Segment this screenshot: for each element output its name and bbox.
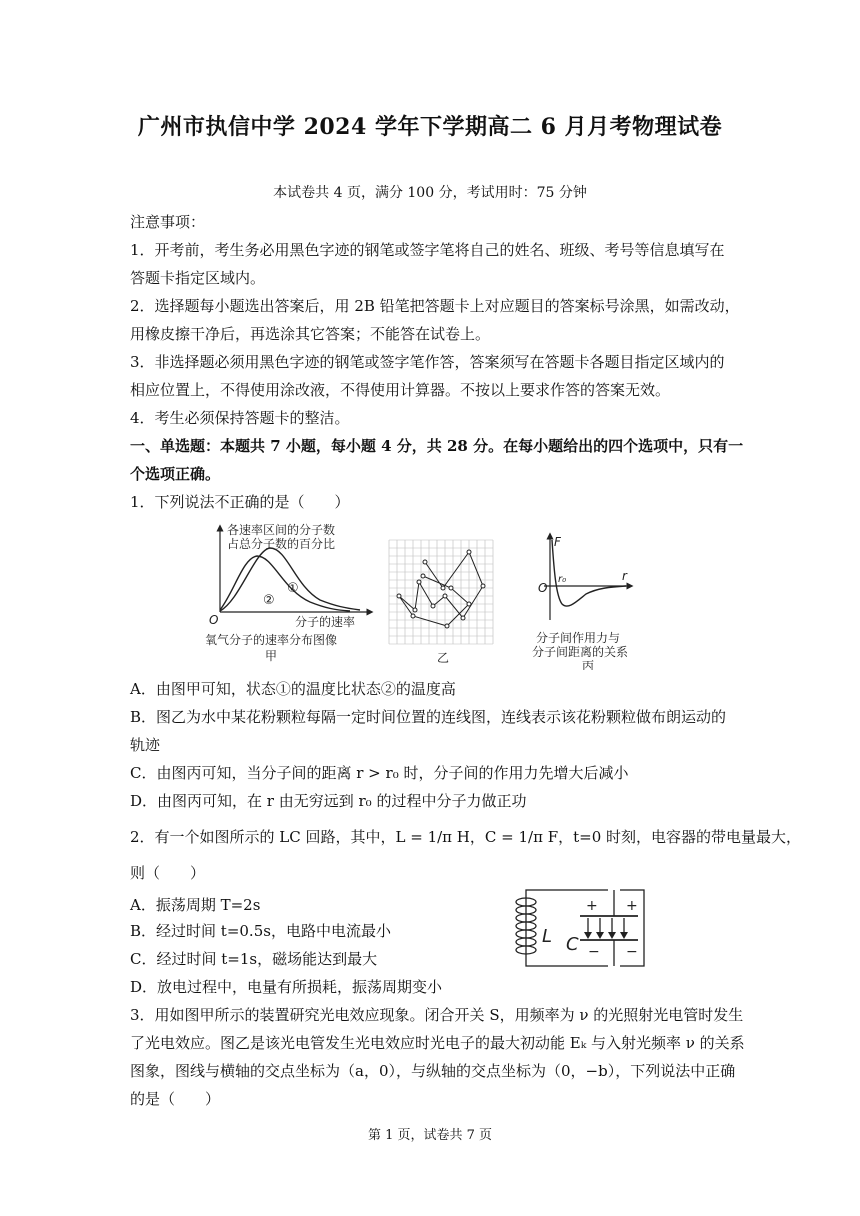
lc-circuit-diagram — [508, 886, 653, 972]
q2-option-a: A．振荡周期 T=2s — [130, 896, 261, 914]
page-footer: 第 1 页，试卷共 7 页 — [367, 1128, 493, 1143]
notice-item: 3．非选择题必须用黑色字迹的钢笔或签字笔作答，答案须写在答题卡各题目指定区域内的 — [130, 353, 725, 371]
q2-option-d: D．放电过程中，电量有所损耗，振荡周期变小 — [130, 978, 443, 996]
q1-option-c: C．由图丙可知，当分子间的距离 r > r₀ 时，分子间的作用力先增大后减小 — [130, 764, 629, 782]
bing-r0: r₀ — [558, 574, 567, 585]
q2-stem-cont: 则（ ） — [130, 864, 206, 882]
exam-info: 本试卷共 4 页，满分 100 分，考试用时：75 分钟 — [273, 185, 587, 201]
page-title: 广州市执信中学 2024 学年下学期高二 6 月月考物理试卷 — [137, 114, 723, 140]
bing-caption-2: 分子间距离的关系 — [532, 645, 629, 659]
q1-stem: 1．下列说法不正确的是（ ） — [130, 493, 350, 511]
bing-origin: O — [538, 581, 548, 595]
jia-xlabel: 分子的速率 — [295, 615, 356, 629]
notice-heading: 注意事项： — [130, 213, 206, 231]
jia-origin: O — [209, 613, 219, 627]
notice-item: 1．开考前，考生务必用黑色字迹的钢笔或签字笔将自己的姓名、班级、考号等信息填写在 — [130, 241, 725, 259]
figure-jia — [195, 520, 375, 670]
circuit-plus-1: + — [586, 898, 598, 914]
circuit-label-c: C — [566, 934, 579, 955]
notice-item: 用橡皮擦干净后，再选涂其它答案；不能答在试卷上。 — [130, 325, 491, 343]
notice-item: 答题卡指定区域内。 — [130, 269, 266, 287]
figure-yi — [385, 536, 505, 670]
jia-label: 甲 — [265, 649, 278, 663]
q3-stem-cont: 图象，图线与横轴的交点坐标为（a，0），与纵轴的交点坐标为（0，−b），下列说法中正确 — [130, 1062, 736, 1080]
q1-option-b-cont: 轨迹 — [130, 736, 161, 754]
bing-caption-1: 分子间作用力与 — [536, 631, 621, 645]
jia-curve-2: ② — [263, 593, 275, 608]
circuit-minus-1: − — [588, 944, 600, 960]
q1-option-b: B．图乙为水中某花粉颗粒每隔一定时间位置的连线图，连线表示该花粉颗粒做布朗运动的 — [130, 708, 727, 726]
jia-caption: 氧气分子的速率分布图像 — [205, 633, 338, 647]
q3-stem: 3．用如图甲所示的装置研究光电效应现象。闭合开关 S，用频率为 ν 的光照射光电管时发生 — [130, 1006, 744, 1024]
q1-option-d: D．由图丙可知，在 r 由无穷远到 r₀ 的过程中分子力做正功 — [130, 792, 527, 810]
bing-axis-f: F — [554, 535, 561, 549]
section-heading: 一、单选题：本题共 7 小题，每小题 4 分，共 28 分。在每小题给出的四个选项中，只有一 — [130, 437, 744, 455]
bing-axis-r: r — [622, 569, 627, 583]
yi-label: 乙 — [437, 651, 450, 665]
circuit-plus-2: + — [626, 898, 638, 914]
figure-bing — [530, 530, 650, 670]
section-heading-cont: 个选项正确。 — [130, 465, 221, 483]
jia-ylabel-1: 各速率区间的分子数 — [227, 523, 336, 537]
q2-option-c: C．经过时间 t=1s，磁场能达到最大 — [130, 950, 378, 968]
notice-item: 2．选择题每小题选出答案后，用 2B 铅笔把答题卡上对应题目的答案标号涂黑，如需改动， — [130, 297, 740, 315]
q3-stem-cont: 了光电效应。图乙是该光电管发生光电效应时光电子的最大初动能 Eₖ 与入射光频率 ν 的关系 — [130, 1034, 745, 1052]
jia-curve-1: ① — [287, 581, 299, 596]
circuit-label-l: L — [542, 926, 553, 947]
q1-option-a: A．由图甲可知，状态①的温度比状态②的温度高 — [130, 680, 456, 698]
q2-stem: 2．有一个如图所示的 LC 回路，其中，L = 1/π H，C = 1/π F，t=0 时刻，电容器的带电量最大， — [130, 828, 802, 846]
q2-option-b: B．经过时间 t=0.5s，电路中电流最小 — [130, 922, 391, 940]
circuit-minus-2: − — [626, 944, 638, 960]
q3-stem-cont: 的是（ ） — [130, 1090, 221, 1108]
jia-ylabel-2: 占总分子数的百分比 — [227, 537, 336, 551]
notice-item: 4．考生必须保持答题卡的整洁。 — [130, 409, 350, 427]
notice-item: 相应位置上，不得使用涂改液，不得使用计算器。不按以上要求作答的答案无效。 — [130, 381, 671, 399]
bing-label: 丙 — [582, 659, 595, 670]
